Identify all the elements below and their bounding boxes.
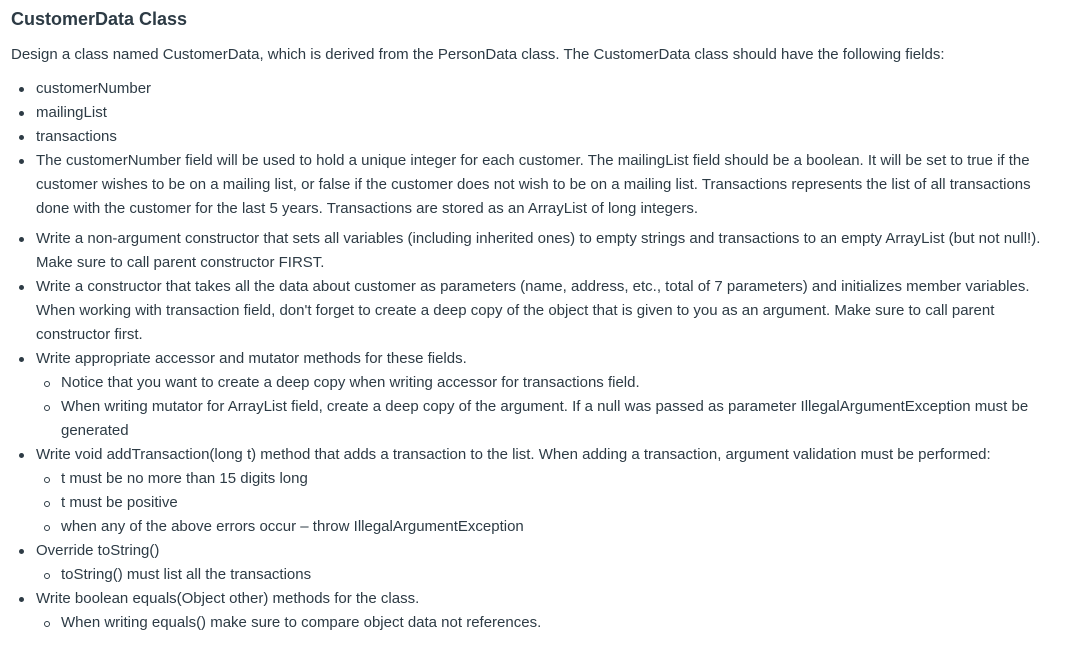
list-item-text: Override toString() (36, 542, 160, 559)
sub-list-item: When writing equals() make sure to compare object data not references. (61, 611, 1058, 635)
sub-list (36, 467, 1058, 539)
sub-list (36, 611, 1058, 635)
list-item (36, 443, 1058, 539)
list-item-text: Write a constructor that takes all the data about customer as parameters (name, address, etc., total of 7 parameters) and initializes member variables. When working with transaction field, don't forget to create a deep copy of the object that is given to you as an argument. Make sure to call parent constructor first. (36, 278, 1030, 343)
list-item (36, 77, 1058, 101)
list-item-text: mailingList (36, 104, 107, 121)
list-item-text: Write a non-argument constructor that sets all variables (including inherited ones) to empty strings and transactions to an empty ArrayList (but not null!). Make sure to call parent constructor FIRST. (36, 230, 1041, 271)
list-item (36, 587, 1058, 635)
sub-list (36, 563, 1058, 587)
intro-paragraph: Design a class named CustomerData, which is derived from the PersonData class. The CustomerData class should have the following fields: (11, 46, 945, 63)
list-item (36, 539, 1058, 587)
list-item-text: Write appropriate accessor and mutator methods for these fields. (36, 350, 467, 367)
sub-list-item: t must be no more than 15 digits long (61, 467, 1058, 491)
list-item (36, 275, 1058, 347)
list-item (36, 149, 1058, 221)
list-item (36, 227, 1058, 275)
sub-list-item: When writing mutator for ArrayList field, create a deep copy of the argument. If a null was passed as parameter IllegalArgumentException must be generated (61, 395, 1058, 443)
list-item (36, 101, 1058, 125)
list-item (36, 347, 1058, 443)
list-item-text: The customerNumber field will be used to hold a unique integer for each customer. The mailingList field should be a boolean. It will be set to true if the customer wishes to be on a mailing list, or false if the customer does not wish to be on a mailing list. Transactions represents the list of all transactions done with the customer for the last 5 years. Transactions are stored as an ArrayList of long integers. (36, 152, 1031, 217)
list-item-text: Write boolean equals(Object other) methods for the class. (36, 590, 420, 607)
list-item (36, 125, 1058, 149)
requirements-list (11, 77, 1058, 635)
sub-list (36, 371, 1058, 443)
page-title: CustomerData Class (11, 9, 188, 29)
list-item-text: transactions (36, 128, 117, 145)
list-item-text: customerNumber (36, 80, 152, 97)
sub-list-item: Notice that you want to create a deep copy when writing accessor for transactions field. (61, 371, 1058, 395)
sub-list-item: when any of the above errors occur – throw IllegalArgumentException (61, 515, 1058, 539)
sub-list-item: toString() must list all the transactions (61, 563, 1058, 587)
list-item-text: Write void addTransaction(long t) method that adds a transaction to the list. When adding a transaction, argument validation must be performed: (36, 446, 991, 463)
sub-list-item: t must be positive (61, 491, 1058, 515)
